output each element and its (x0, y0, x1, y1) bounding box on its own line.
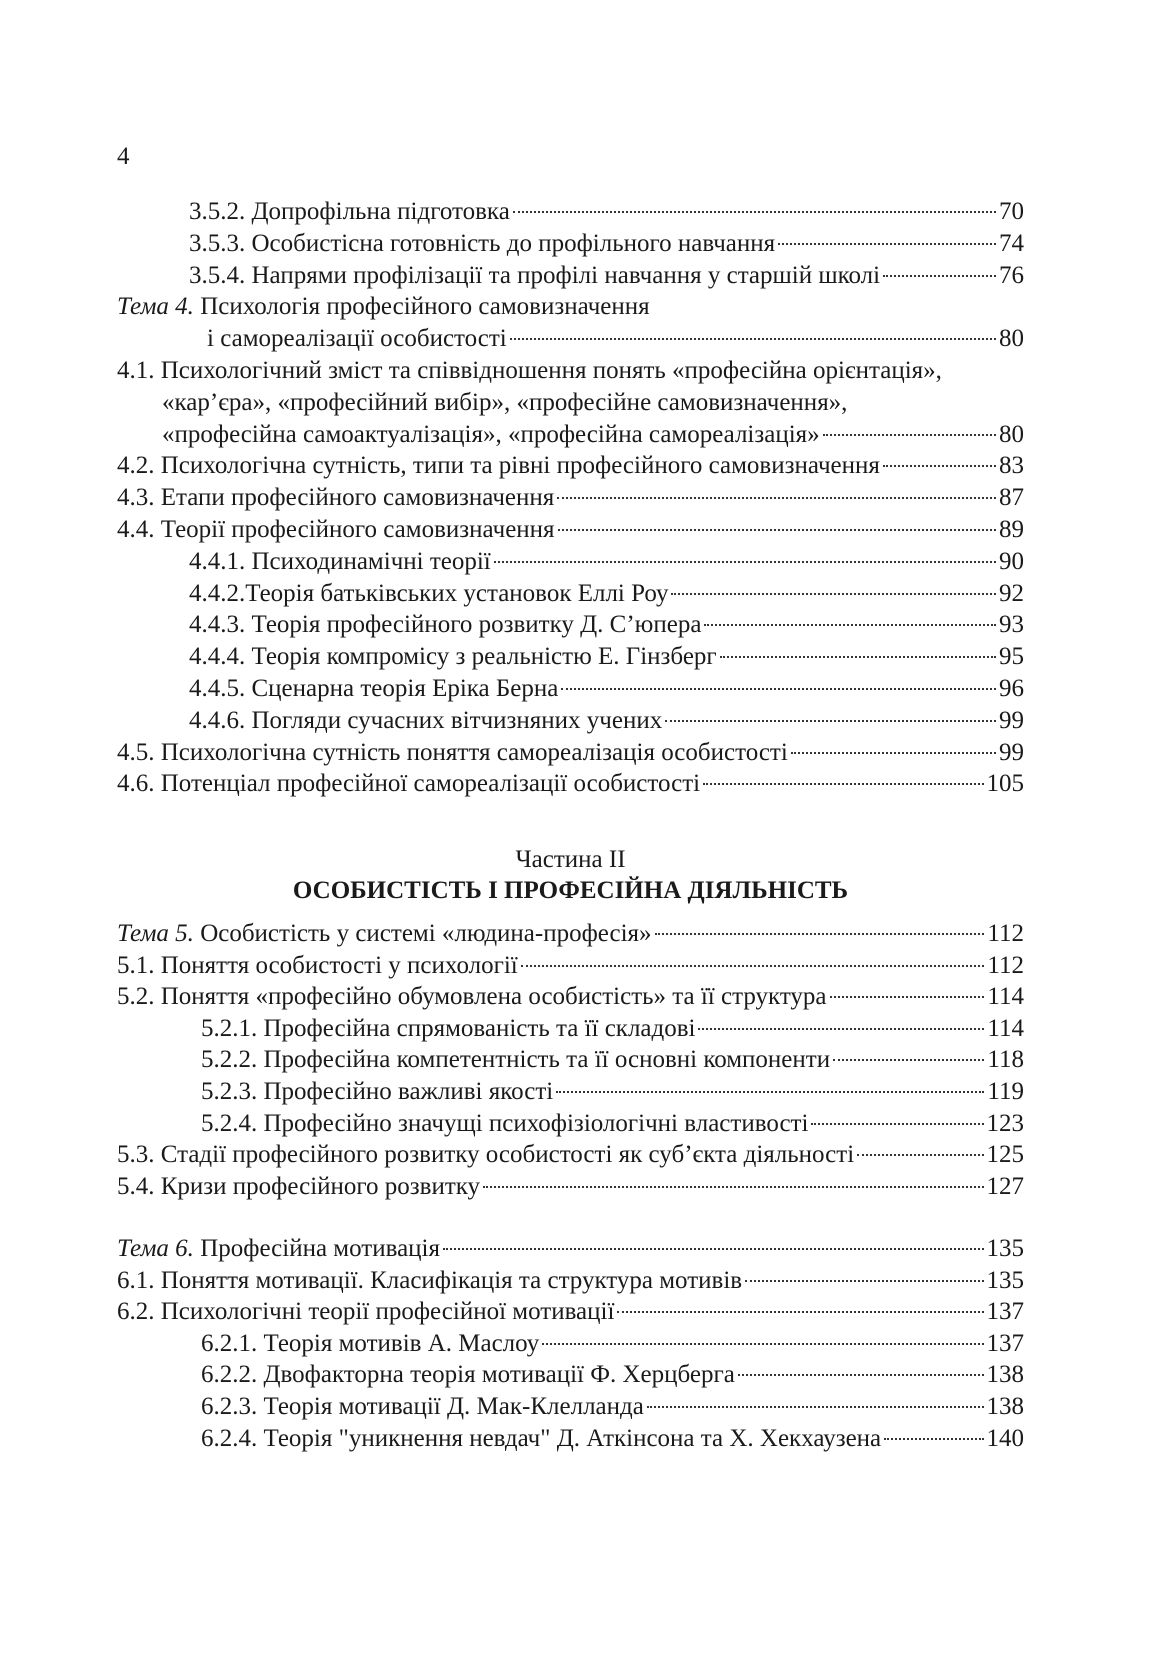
dot-leader (823, 434, 996, 436)
toc-entry-title: Психологічні теорії професійної мотивації (160, 1298, 615, 1326)
toc-entry-number: 4.4.1. (189, 547, 246, 575)
toc-entry-page: 135 (986, 1235, 1024, 1262)
toc-entry-page: 90 (999, 547, 1024, 575)
dot-leader (703, 783, 983, 785)
toc-entry-title: Теорія "уникнення невдач" Д. Аткінсона та Х. Хекхаузена (263, 1424, 882, 1452)
dot-leader (556, 1091, 984, 1093)
dot-leader (655, 933, 985, 935)
toc-entry-title: Теорія мотивів А. Маслоу (263, 1329, 540, 1357)
dot-leader (857, 1154, 983, 1156)
toc-entry-page: 127 (986, 1172, 1024, 1200)
toc-entry-title: Сценарна теорія Еріка Берна (251, 674, 559, 702)
toc-entry-number: 4.4.3. (189, 611, 246, 639)
toc-entry-page: 74 (999, 229, 1024, 257)
toc-entry-page: 118 (987, 1046, 1024, 1074)
toc-entry-title: Особистісна готовність до профільного навчання (251, 229, 776, 257)
dot-leader (557, 497, 996, 499)
dot-leader (647, 1406, 984, 1408)
toc-entry (117, 1359, 1024, 1391)
toc-entry-page: 138 (986, 1361, 1024, 1389)
toc-entry (117, 1296, 1024, 1328)
toc-entry-title: Особистість у системі «людина-професія» (200, 920, 652, 947)
toc-entry-page: 83 (999, 452, 1024, 480)
toc-entry-number: 3.5.2. (189, 198, 246, 225)
toc-entry-number: 6.2. (117, 1298, 155, 1326)
toc-entry-continuation (117, 419, 1024, 451)
toc-entry-page: 123 (986, 1109, 1024, 1137)
topic-prefix: Тема 4. (117, 293, 194, 321)
dot-leader (791, 752, 996, 754)
toc-entry-number: 5.2.1. (201, 1014, 258, 1042)
toc-entry-page: 140 (986, 1424, 1024, 1452)
dot-leader (521, 965, 985, 967)
toc-entry-number: 6.1. (117, 1266, 155, 1294)
toc-entry-page: 95 (999, 643, 1024, 671)
dot-leader (884, 1438, 983, 1440)
toc-entry-page: 114 (987, 983, 1024, 1011)
toc-entry-number: 4.4.5. (189, 674, 246, 702)
toc-entry-number: 4.5. (117, 738, 155, 766)
toc-entry-page: 138 (986, 1392, 1024, 1420)
toc-entry-title: Кризи професійного розвитку (160, 1172, 481, 1200)
toc-entry-number: 4.4.6. (189, 706, 246, 734)
toc-entry-page: 137 (986, 1298, 1024, 1326)
toc-entry-page: 80 (999, 325, 1024, 353)
toc-entry-number: 3.5.3. (189, 229, 246, 257)
toc-entry (117, 1108, 1024, 1140)
toc-entry-title: Стадії професійного розвитку особистості як суб’єкта діяльності (160, 1141, 855, 1169)
dot-leader (778, 243, 996, 245)
table-of-contents-section-b (117, 918, 1024, 1202)
dot-leader (830, 996, 985, 998)
part-heading (117, 845, 1024, 907)
toc-entry-page: 135 (986, 1266, 1024, 1294)
toc-entry-title: Психологічний зміст та співвідношення понять «професійна орієнтація», (160, 356, 942, 384)
toc-entry (117, 609, 1024, 641)
toc-entry-title: Напрями профілізації та профілі навчання у старшій школі (251, 261, 881, 289)
dot-leader (883, 275, 996, 277)
toc-entry (117, 1328, 1024, 1360)
toc-entry-number: 3.5.4. (189, 261, 246, 289)
dot-leader (617, 1311, 983, 1313)
toc-entry-number: 4.4.2. (189, 579, 246, 607)
toc-entry-title: Психодинамічні теорії (251, 547, 491, 575)
toc-entry-page: 137 (986, 1329, 1024, 1357)
topic-prefix: Тема 5. (117, 920, 194, 947)
toc-entry (117, 514, 1024, 546)
toc-entry (117, 1013, 1024, 1045)
toc-entry (117, 950, 1024, 982)
toc-entry-page: 87 (999, 484, 1024, 512)
dot-leader (704, 624, 996, 626)
toc-entry-page: 99 (999, 738, 1024, 766)
toc-entry (117, 1423, 1024, 1455)
toc-entry-number: 4.3. (117, 484, 155, 512)
toc-entry-title: Професійна спрямованість та її складові (263, 1014, 696, 1042)
dot-leader (745, 1280, 983, 1282)
toc-entry-page: 125 (986, 1141, 1024, 1169)
toc-entry-continuation (117, 387, 1024, 419)
dot-leader (665, 720, 996, 722)
toc-entry-title: Теорія компромісу з реальністю Е. Гінзберг (251, 643, 717, 671)
toc-entry-title: Двофакторна теорія мотивації Ф. Херцберга (263, 1361, 735, 1389)
toc-entry (117, 450, 1024, 482)
toc-entry-page: 70 (999, 198, 1024, 225)
toc-entry-number: 4.2. (117, 452, 155, 480)
toc-entry-number: 4.1. (117, 356, 155, 384)
toc-entry-title: Теорія батьківських установок Еллі Роу (245, 579, 669, 607)
toc-entry-title: «професійна самоактуалізація», «професійна самореалізація» (162, 420, 820, 448)
toc-entry (117, 737, 1024, 769)
dot-leader (513, 211, 996, 213)
toc-entry (117, 228, 1024, 260)
toc-entry-title: Психологія професійного самовизначення (200, 293, 650, 321)
toc-entry-title: Професійно значущі психофізіологічні властивості (263, 1109, 809, 1137)
dot-leader (510, 338, 996, 340)
toc-entry-number: 6.2.1. (201, 1329, 258, 1357)
dot-leader (811, 1123, 983, 1125)
table-of-contents-section-a (117, 196, 1024, 800)
toc-entry-title: Теорія професійного розвитку Д. С’юпера (251, 611, 702, 639)
toc-entry (117, 705, 1024, 737)
toc-entry-title: Поняття мотивації. Класифікація та структура мотивів (160, 1266, 743, 1294)
toc-entry (117, 1076, 1024, 1108)
toc-entry-title: Допрофільна підготовка (251, 198, 510, 225)
toc-entry-number: 4.6. (117, 770, 155, 798)
toc-entry-number: 6.2.4. (201, 1424, 258, 1452)
toc-entry-page: 112 (987, 951, 1024, 979)
toc-entry-page: 105 (986, 770, 1024, 798)
toc-entry (117, 196, 1024, 228)
toc-entry-title: Професійна мотивація (200, 1235, 440, 1262)
dot-leader (443, 1248, 984, 1250)
part-label: Частина ІІ (515, 846, 626, 873)
toc-entry-page: 112 (987, 920, 1024, 947)
dot-leader (483, 1186, 983, 1188)
dot-leader (558, 529, 996, 531)
toc-entry-title: і самореалізації особистості (207, 325, 507, 353)
toc-entry-title: Професійно важливі якості (263, 1077, 554, 1105)
toc-entry (117, 641, 1024, 673)
toc-entry-number: 5.2.2. (201, 1046, 258, 1074)
toc-topic-heading (117, 291, 1024, 323)
toc-entry-number: 4.4.4. (189, 643, 246, 671)
toc-entry-title: Етапи професійного самовизначення (160, 484, 555, 512)
toc-entry (117, 1171, 1024, 1203)
toc-entry-page: 99 (999, 706, 1024, 734)
toc-entry-number: 6.2.3. (201, 1392, 258, 1420)
toc-entry-page: 96 (999, 674, 1024, 702)
part-title: ОСОБИСТІСТЬ І ПРОФЕСІЙНА ДІЯЛЬНІСТЬ (292, 877, 849, 904)
toc-entry-title: Психологічна сутність, типи та рівні професійного самовизначення (160, 452, 880, 480)
dot-leader (671, 593, 996, 595)
toc-entry-page: 80 (999, 420, 1024, 448)
toc-entry-title: Поняття «професійно обумовлена особистість» та її структура (160, 983, 827, 1011)
toc-entry-number: 5.2. (117, 983, 155, 1011)
toc-entry-number: 5.2.3. (201, 1077, 258, 1105)
toc-entry-number: 5.1. (117, 951, 155, 979)
toc-entry-title: Професійна компетентність та її основні компоненти (263, 1046, 831, 1074)
toc-entry-title: Погляди сучасних вітчизняних учених (251, 706, 663, 734)
table-of-contents-section-c (117, 1233, 1024, 1454)
toc-entry (117, 482, 1024, 514)
toc-entry-title: Теорії професійного самовизначення (160, 515, 555, 543)
toc-entry (117, 981, 1024, 1013)
toc-entry-title: Психологічна сутність поняття самореалізація особистості (160, 738, 788, 766)
dot-leader (542, 1343, 983, 1345)
dot-leader (698, 1028, 984, 1030)
toc-entry-title: «кар’єра», «професійний вибір», «професійне самовизначення», (162, 388, 848, 416)
toc-entry-page: 93 (999, 611, 1024, 639)
page-number: 4 (117, 143, 130, 170)
dot-leader (720, 656, 996, 658)
toc-entry (117, 768, 1024, 800)
toc-entry (117, 673, 1024, 705)
toc-entry-title: Потенціал професійної самореалізації особистості (160, 770, 701, 798)
toc-entry (117, 1139, 1024, 1171)
toc-entry-number: 5.4. (117, 1172, 155, 1200)
toc-topic-heading (117, 1233, 1024, 1265)
topic-prefix: Тема 6. (117, 1235, 194, 1262)
toc-entry-page: 92 (999, 579, 1024, 607)
toc-entry-number: 4.4. (117, 515, 155, 543)
dot-leader (738, 1374, 984, 1376)
toc-entry (117, 1391, 1024, 1423)
toc-entry (117, 355, 1024, 387)
toc-entry-title: Теорія мотивації Д. Мак-Клелланда (263, 1392, 644, 1420)
toc-entry (117, 1044, 1024, 1076)
dot-leader (561, 688, 996, 690)
toc-entry-page: 76 (999, 261, 1024, 289)
toc-entry (117, 546, 1024, 578)
toc-entry (117, 260, 1024, 292)
toc-entry-number: 5.2.4. (201, 1109, 258, 1137)
toc-entry-title: Поняття особистості у психології (160, 951, 518, 979)
toc-entry-continuation (117, 323, 1024, 355)
dot-leader (883, 465, 996, 467)
toc-entry-page: 89 (999, 515, 1024, 543)
toc-entry (117, 578, 1024, 610)
toc-topic-heading (117, 918, 1024, 950)
toc-entry (117, 1265, 1024, 1297)
toc-entry-page: 119 (987, 1077, 1024, 1105)
dot-leader (833, 1059, 984, 1061)
dot-leader (494, 561, 996, 563)
toc-entry-number: 6.2.2. (201, 1361, 258, 1389)
toc-entry-number: 5.3. (117, 1141, 155, 1169)
toc-entry-page: 114 (987, 1014, 1024, 1042)
